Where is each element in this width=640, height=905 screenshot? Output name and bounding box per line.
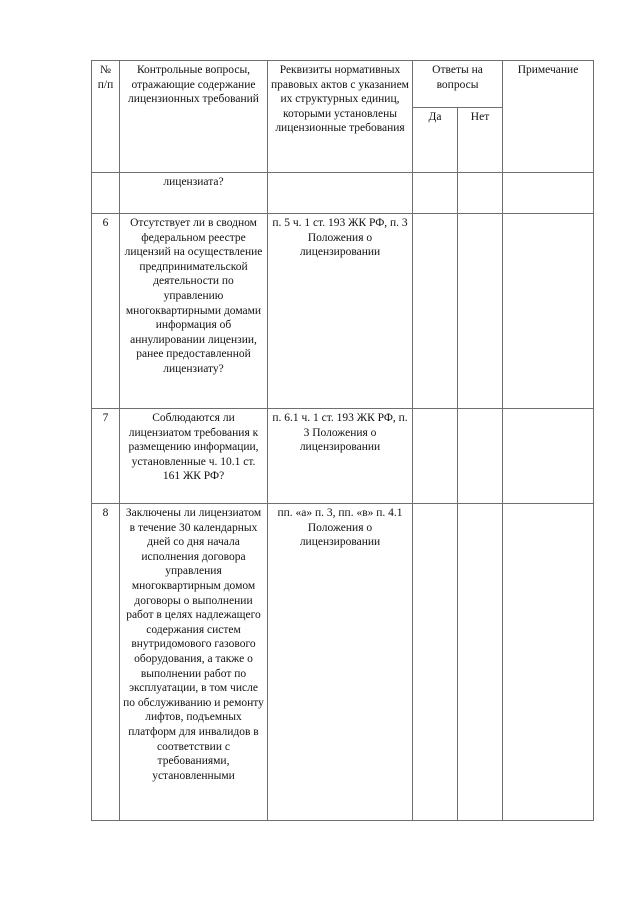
license-checklist-table <box>91 60 594 821</box>
table-row <box>92 173 594 214</box>
row-answer-yes[interactable] <box>413 214 458 409</box>
row-requisites: п. 5 ч. 1 ст. 193 ЖК РФ, п. 3 Положения о лицензировании <box>268 214 413 409</box>
header-no: Нет <box>458 108 503 173</box>
header-yes: Да <box>413 108 458 173</box>
header-num: № п/п <box>92 61 120 173</box>
row-number <box>92 173 120 214</box>
header-answers: Ответы на вопросы <box>413 61 503 108</box>
row-answer-no[interactable] <box>458 504 503 821</box>
row-answer-yes[interactable] <box>413 173 458 214</box>
row-note[interactable] <box>503 173 594 214</box>
row-note[interactable] <box>503 409 594 504</box>
row-requisites <box>268 173 413 214</box>
header-requisites: Реквизиты нормативных правовых актов с указанием их структурных единиц, которыми установлены лицензионные требования <box>268 61 413 173</box>
table-row <box>92 214 594 409</box>
row-note[interactable] <box>503 214 594 409</box>
row-answer-no[interactable] <box>458 409 503 504</box>
row-number: 8 <box>92 504 120 821</box>
row-question: Отсутствует ли в сводном федеральном реестре лицензий на осуществление предпринимательской деятельности по управлению многоквартирными домами информация об аннулировании лицензии, ранее предоставленной лицензиату? <box>120 214 268 409</box>
header-row <box>92 61 594 108</box>
row-requisites: п. 6.1 ч. 1 ст. 193 ЖК РФ, п. 3 Положения о лицензировании <box>268 409 413 504</box>
row-question: Соблюдаются ли лицензиатом требования к размещению информации, установленные ч. 10.1 ст. 161 ЖК РФ? <box>120 409 268 504</box>
row-requisites: пп. «а» п. 3, пп. «в» п. 4.1 Положения о лицензировании <box>268 504 413 821</box>
row-answer-yes[interactable] <box>413 409 458 504</box>
row-answer-no[interactable] <box>458 214 503 409</box>
row-note[interactable] <box>503 504 594 821</box>
row-answer-yes[interactable] <box>413 504 458 821</box>
row-question: лицензиата? <box>120 173 268 214</box>
header-note: Примечание <box>503 61 594 173</box>
header-questions: Контрольные вопросы, отражающие содержание лицензионных требований <box>120 61 268 173</box>
row-question: Заключены ли лицензиатом в течение 30 календарных дней со дня начала исполнения договора управления многоквартирным домом договоры о выполнении работ в целях надлежащего содержания систем внутридомового газового оборудования, а также о выполнении работ по эксплуатации, в том числе по обслуживанию и ремонту лифтов, подъемных платформ для инвалидов в соответствии с требованиями, установленными <box>120 504 268 821</box>
table-row <box>92 504 594 821</box>
row-answer-no[interactable] <box>458 173 503 214</box>
table-row <box>92 409 594 504</box>
row-number: 6 <box>92 214 120 409</box>
row-number: 7 <box>92 409 120 504</box>
